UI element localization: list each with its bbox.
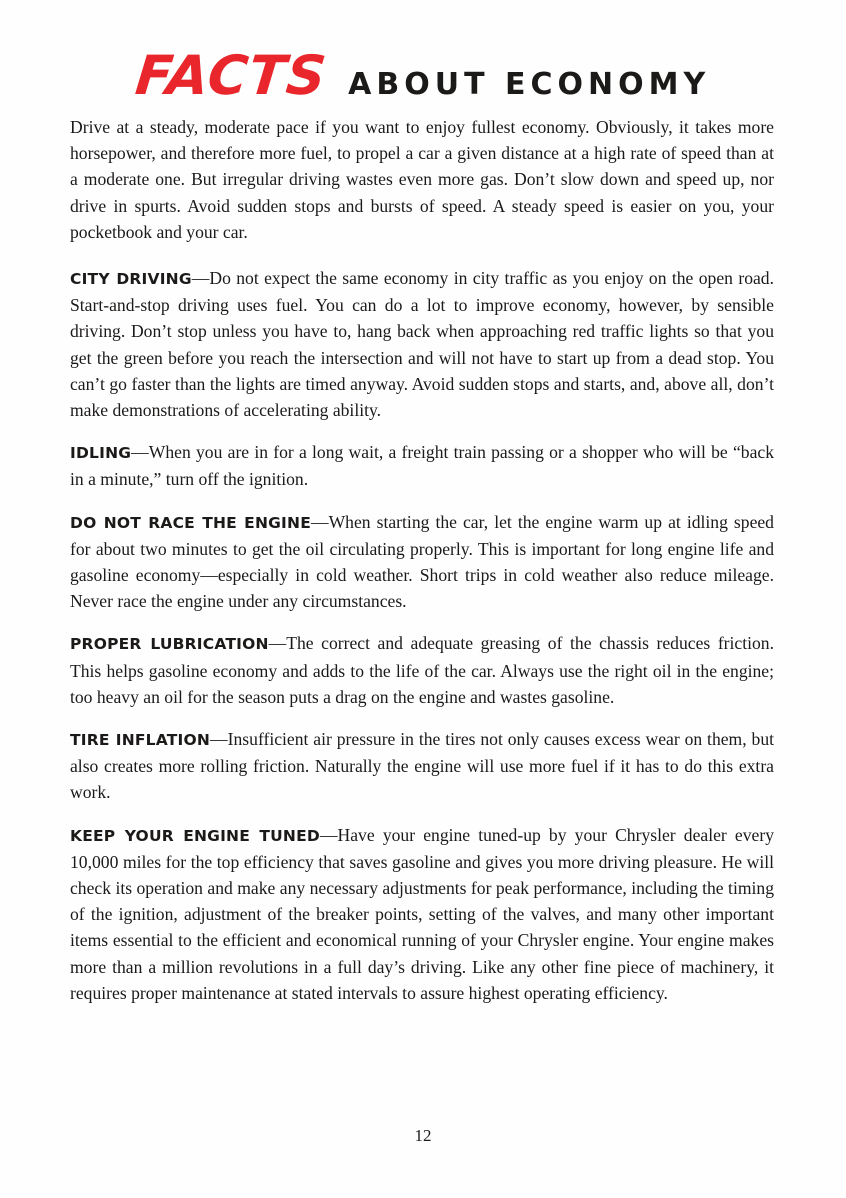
section-idling xyxy=(70,439,774,492)
body-text xyxy=(70,114,774,1022)
section-proper-lubrication xyxy=(70,630,774,710)
section-heading: KEEP YOUR ENGINE TUNED xyxy=(70,826,320,845)
section-city-driving xyxy=(70,265,774,423)
title-rest: ABOUT ECONOMY xyxy=(348,67,711,102)
section-text: —When you are in for a long wait, a freight train passing or a shopper who will be “back in a minute,” turn off the ignition. xyxy=(70,442,774,490)
section-heading: TIRE INFLATION xyxy=(70,731,211,750)
section-keep-your-engine-tuned xyxy=(70,822,774,1006)
section-text: —When starting the car, let the engine warm up at idling speed for about two minutes to get the oil circulating properly. This is important for long engine life and gasoline economy—especially in cold weather. Short trips in cold weather also reduce mileage. Never race the engine under any circumstances. xyxy=(70,511,774,612)
section-tire-inflation xyxy=(70,726,774,806)
section-do-not-race-the-engine xyxy=(70,509,774,615)
intro-paragraph: Drive at a steady, moderate pace if you want to enjoy fullest economy. Obviously, it takes more horsepower, and therefore more fuel, to propel a car a given distance at a high rate of speed than at a moderate one. But irregular driving wastes even more gas. Don’t slow down and speed up, nor drive in spurts. Avoid sudden stops and bursts of speed. A steady speed is easier on you, your pocketbook and your car. xyxy=(70,117,774,242)
page-title xyxy=(0,44,846,107)
section-text: —Have your engine tuned-up by your Chrysler dealer every 10,000 miles for the top efficiency that saves gasoline and gives you more driving pleasure. He will check its operation and make any necessary adjustments for peak performance, including the timing of the ignition, adjustment of the breaker points, setting of the valves, and many other important items essential to the efficient and economical running of your Chrysler engine. Your engine makes more than a million revolutions in a full day’s driving. Like any other fine piece of machinery, it requires proper maintenance at stated intervals to assure highest operating efficiency. xyxy=(70,824,774,1003)
section-heading: IDLING xyxy=(70,444,132,463)
section-text: —Insufficient air pressure in the tires not only causes excess wear on them, but also creates more rolling friction. Naturally the engine will use more fuel if it has to do this extra work. xyxy=(70,729,775,803)
page-number: 12 xyxy=(414,1126,432,1145)
section-text: —The correct and adequate greasing of the chassis reduces friction. This helps gasoline economy and adds to the life of the car. Always use the right oil in the engine; too heavy an oil for the season puts a drag on the engine and wastes gasoline. xyxy=(70,633,774,707)
section-text: —Do not expect the same economy in city traffic as you enjoy on the open road. Start-and-stop driving uses fuel. You can do a lot to improve economy, however, by sensible driving. Don’t stop unless you have to, hang back when approaching red traffic lights so that you get the green before you reach the intersection and will not have to start up from a dead stop. You can’t go faster than the lights are timed anyway. Avoid sudden stops and starts, and, above all, don’t make demonstrations of accelerating ability. xyxy=(70,268,775,421)
section-heading: PROPER LUBRICATION xyxy=(70,635,269,654)
section-heading: DO NOT RACE THE ENGINE xyxy=(70,513,311,532)
section-heading: CITY DRIVING xyxy=(70,270,192,289)
title-accent-word: FACTS xyxy=(132,44,330,107)
